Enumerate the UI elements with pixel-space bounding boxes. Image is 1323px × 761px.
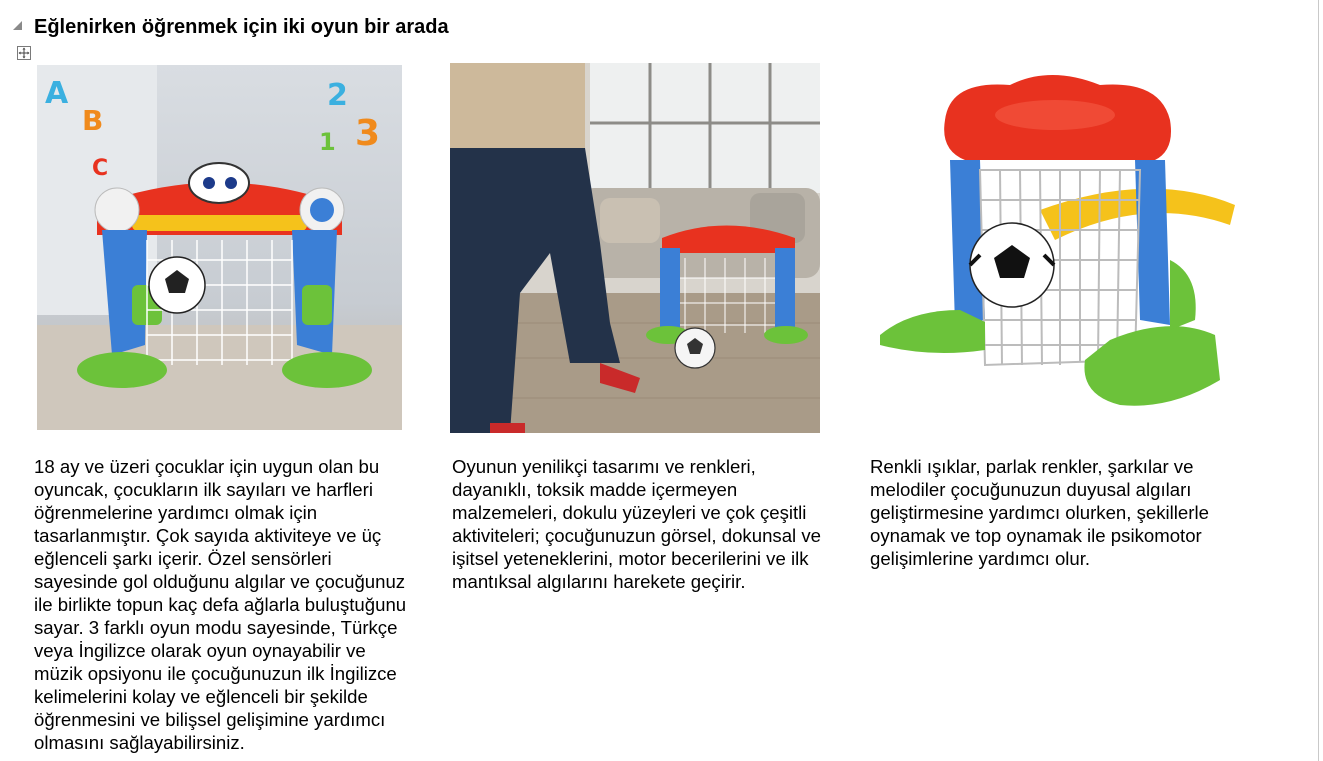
description-paragraph-3 (870, 455, 1209, 570)
svg-text:3: 3 (355, 113, 381, 154)
paragraph-line: malzemeleri, dokulu yüzeyleri ve çok çeşitli (452, 502, 807, 523)
child-kicking-ball-in-living-room-icon (450, 63, 820, 433)
paragraph-line: veya İngilizce olarak oyun oynayabilir ve (34, 640, 366, 661)
svg-text:B: B (82, 104, 104, 137)
page-edge-divider (1318, 0, 1319, 761)
description-paragraph-1 (34, 455, 406, 754)
svg-text:1: 1 (319, 128, 336, 156)
paragraph-line: dayanıklı, toksik madde içermeyen (452, 479, 738, 500)
paragraph-line: 18 ay ve üzeri çocuklar için uygun olan bu (34, 456, 380, 477)
section-heading: Eğlenirken öğrenmek için iki oyun bir arada (34, 16, 449, 38)
paragraph-line: müzik opsiyonu ile çocuğunuzun ilk İngilizce (34, 663, 397, 684)
paragraph-line: öğrenmelerine yardımcı olmak için (34, 502, 318, 523)
paragraph-line: tasarlanmıştır. Çok sayıda aktiviteye ve üç (34, 525, 382, 546)
toy-goal-with-letters-and-numbers-icon (37, 65, 402, 430)
paragraph-line: oyuncak, çocukların ilk sayıları ve harfleri (34, 479, 373, 500)
paragraph-line: öğrenmesini ve bilişsel gelişimine yardımcı (34, 709, 386, 730)
paragraph-line: Renkli ışıklar, parlak renkler, şarkılar ve (870, 456, 1194, 477)
description-paragraph-2 (452, 455, 821, 593)
paragraph-line: sayesinde gol olduğunu algılar ve çocuğunuz (34, 571, 406, 592)
svg-text:2: 2 (327, 78, 348, 113)
product-image-3 (870, 60, 1242, 432)
paragraph-line: geliştirmesine yardımcı olurken, şekillerle (870, 502, 1209, 523)
collapse-triangle-icon[interactable] (13, 21, 22, 30)
svg-text:C: C (92, 156, 109, 181)
paragraph-line: işitsel yeteneklerini, motor becerilerini ve ilk (452, 548, 809, 569)
paragraph-line: olmasını sağlayabilirsiniz. (34, 732, 245, 753)
paragraph-line: eğlenceli şarkı içerir. Özel sensörleri (34, 548, 332, 569)
product-image-1 (37, 65, 402, 430)
svg-text:A: A (45, 76, 69, 111)
paragraph-line: ile birlikte topun kaç defa ağlarla buluştuğunu (34, 594, 407, 615)
goal-with-ball-and-slide-icon (870, 60, 1242, 432)
paragraph-line: oynamak ve top oynamak ile psikomotor (870, 525, 1202, 546)
paragraph-line: mantıksal algılarını harekete geçirir. (452, 571, 746, 592)
paragraph-line: sayar. 3 farklı oyun modu sayesinde, Türkçe (34, 617, 398, 638)
paragraph-line: Oyunun yenilikçi tasarımı ve renkleri, (452, 456, 756, 477)
paragraph-line: kelimelerini kolay ve eğlenceli bir şekilde (34, 686, 368, 707)
paragraph-line: melodiler çocuğunuzun duyusal algıları (870, 479, 1192, 500)
product-image-2 (450, 63, 820, 433)
table-move-handle-icon[interactable] (17, 46, 31, 60)
paragraph-line: gelişimlerine yardımcı olur. (870, 548, 1091, 569)
paragraph-line: aktiviteleri; çocuğunuzun görsel, dokunsal ve (452, 525, 821, 546)
